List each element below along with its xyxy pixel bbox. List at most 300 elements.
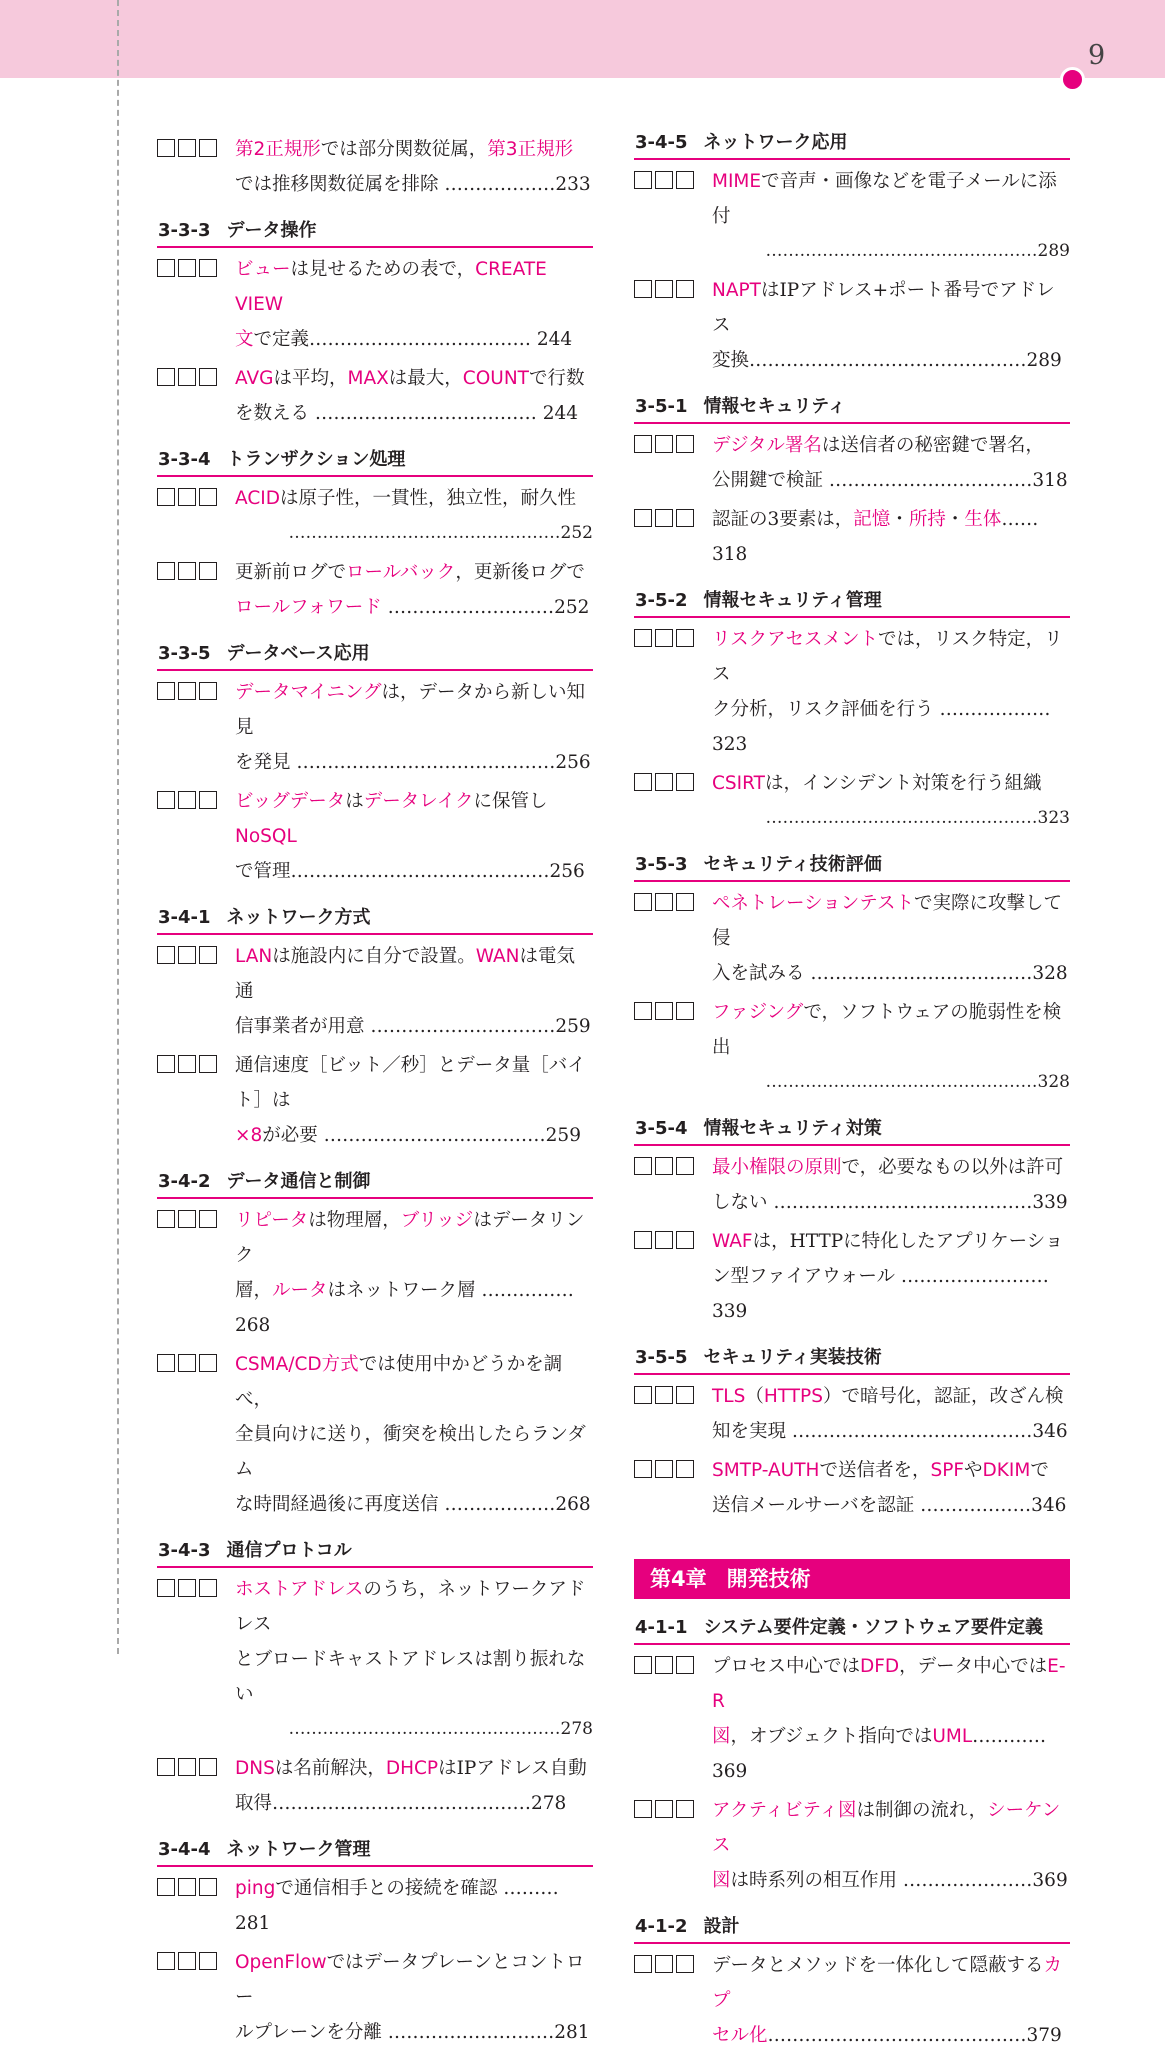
keyword: COUNT <box>462 368 529 389</box>
text-segment: は，インシデント対策を行う組織 <box>764 773 1042 794</box>
text-segment: は原子性，一貫性，独立性，耐久性 <box>279 488 576 509</box>
item-line <box>235 1048 593 1118</box>
checkbox[interactable] <box>676 893 694 911</box>
text-segment: ・ <box>890 509 909 530</box>
section-heading <box>634 1343 1070 1375</box>
checkbox[interactable] <box>199 259 217 277</box>
keyword: UML <box>932 1726 973 1747</box>
checkbox[interactable] <box>199 682 217 700</box>
section-number: 3-4-2 <box>158 1171 211 1192</box>
item-line <box>235 745 593 780</box>
text-segment: な時間経過後に再度送信 ………………268 <box>235 1494 591 1515</box>
section-heading <box>634 850 1070 882</box>
checkbox[interactable] <box>178 1952 196 1970</box>
text-segment: は制御の流れ， <box>856 1800 988 1821</box>
check-boxes <box>634 502 712 572</box>
checklist-item <box>157 1871 593 1941</box>
checkbox[interactable] <box>655 171 673 189</box>
item-line <box>712 1259 1070 1329</box>
text-segment: 信事業者が用意 …………………………259 <box>235 1016 591 1037</box>
checkbox[interactable] <box>178 139 196 157</box>
text-segment: 認証の3要素は， <box>712 509 854 530</box>
checkbox[interactable] <box>199 946 217 964</box>
item-line <box>235 1786 593 1821</box>
checklist-item <box>157 1048 593 1153</box>
section-heading <box>157 216 593 248</box>
checkbox[interactable] <box>634 1955 652 1973</box>
checkbox[interactable] <box>634 1656 652 1674</box>
section-title: システム要件定義・ソフトウェア要件定義 <box>703 1617 1043 1638</box>
keyword: 図 <box>712 1870 731 1891</box>
item-line <box>712 273 1070 343</box>
checkbox[interactable] <box>157 1210 175 1228</box>
checkbox[interactable] <box>655 280 673 298</box>
keyword: TLS <box>712 1386 746 1407</box>
checkbox[interactable] <box>199 1758 217 1776</box>
section-heading <box>157 1167 593 1199</box>
text-segment: のうち，ネットワークアドレス <box>235 1579 586 1635</box>
checkbox[interactable] <box>157 1055 175 1073</box>
keyword: NAPT <box>712 280 761 301</box>
text-segment: は，HTTPに特化したアプリケーショ <box>752 1231 1064 1252</box>
check-boxes <box>634 164 712 269</box>
checkbox[interactable] <box>199 562 217 580</box>
keyword: ロールバック <box>346 562 456 583</box>
section-number: 3-3-3 <box>158 220 211 241</box>
keyword: データマイニング <box>235 682 382 703</box>
checkbox[interactable] <box>655 509 673 527</box>
checklist-item <box>157 675 593 780</box>
checkbox[interactable] <box>676 1460 694 1478</box>
checkbox[interactable] <box>178 1758 196 1776</box>
item-line <box>235 361 593 396</box>
text-segment: は最大， <box>388 368 463 389</box>
item-line <box>235 481 593 516</box>
item-line <box>712 234 1070 269</box>
checkbox[interactable] <box>634 1800 652 1818</box>
item-text <box>235 784 593 889</box>
binding-guide-line <box>117 0 119 1654</box>
item-text <box>235 252 593 357</box>
text-segment: 層， <box>235 1280 273 1301</box>
item-line <box>235 590 593 625</box>
keyword: 所持 <box>908 509 946 530</box>
text-segment: 全員向けに送り，衝突を検出したらランダム <box>235 1424 586 1480</box>
checkbox[interactable] <box>157 1354 175 1372</box>
checkbox[interactable] <box>157 946 175 964</box>
item-line <box>712 164 1070 234</box>
item-line <box>712 886 1070 956</box>
section-number: 3-5-2 <box>635 590 688 611</box>
checkbox[interactable] <box>199 1579 217 1597</box>
section-title: 情報セキュリティ <box>703 396 846 417</box>
keyword: SMTP-AUTH <box>712 1460 820 1481</box>
checkbox[interactable] <box>655 1157 673 1175</box>
item-line <box>712 463 1070 498</box>
item-line <box>235 516 593 551</box>
keyword: DKIM <box>982 1460 1031 1481</box>
checklist-item <box>157 784 593 889</box>
checkbox[interactable] <box>676 1656 694 1674</box>
check-boxes <box>157 361 235 431</box>
keyword: ブリッジ <box>400 1210 474 1231</box>
checklist-item <box>157 939 593 1044</box>
checkbox[interactable] <box>634 1460 652 1478</box>
checkbox[interactable] <box>634 773 652 791</box>
section-number: 3-3-5 <box>158 643 211 664</box>
text-segment: で，必要なもの以外は許可 <box>841 1157 1064 1178</box>
check-boxes <box>157 481 235 551</box>
check-boxes <box>634 1948 712 2053</box>
text-segment: は平均， <box>273 368 348 389</box>
checkbox[interactable] <box>157 488 175 506</box>
item-line <box>712 1793 1070 1863</box>
checkbox[interactable] <box>634 1386 652 1404</box>
check-boxes <box>634 1150 712 1220</box>
keyword: ×8 <box>235 1125 263 1146</box>
item-text <box>235 939 593 1044</box>
check-boxes <box>157 939 235 1044</box>
checkbox[interactable] <box>157 791 175 809</box>
item-line <box>712 1863 1070 1898</box>
text-segment: ，データ中心では <box>899 1656 1048 1677</box>
keyword: 第2正規形 <box>235 139 321 160</box>
checkbox[interactable] <box>634 1231 652 1249</box>
item-line <box>235 167 593 202</box>
keyword: OpenFlow <box>235 1952 327 1973</box>
section-heading <box>634 1114 1070 1146</box>
text-segment: プロセス中心では <box>712 1656 861 1677</box>
check-boxes <box>634 1224 712 1329</box>
item-line <box>712 995 1070 1065</box>
checkbox[interactable] <box>157 1579 175 1597</box>
text-segment: を数える ……………………………… 244 <box>235 403 579 424</box>
check-boxes <box>157 1945 235 2050</box>
checkbox[interactable] <box>655 1656 673 1674</box>
check-boxes <box>634 766 712 836</box>
item-text <box>235 1203 593 1343</box>
checkbox[interactable] <box>676 1955 694 1973</box>
page-number: 9 <box>1088 40 1106 71</box>
item-line <box>235 322 593 357</box>
checkbox[interactable] <box>199 1055 217 1073</box>
text-segment: はIPアドレス自動 <box>438 1758 587 1779</box>
text-segment: とブロードキャストアドレスは割り振れない <box>235 1649 586 1705</box>
keyword: LAN <box>235 946 273 967</box>
checkbox[interactable] <box>676 1386 694 1404</box>
chapter-title: 開発技術 <box>726 1567 811 1591</box>
item-text <box>712 995 1070 1100</box>
text-segment: で，ソフトウェアの脆弱性を検出 <box>712 1002 1062 1058</box>
checkbox[interactable] <box>157 1952 175 1970</box>
checkbox[interactable] <box>655 773 673 791</box>
keyword: リスクアセスメント <box>712 629 878 650</box>
checkbox[interactable] <box>655 1002 673 1020</box>
keyword: リピータ <box>235 1210 309 1231</box>
keyword: ACID <box>235 488 280 509</box>
item-line <box>235 2015 593 2050</box>
section-heading <box>634 1613 1070 1645</box>
checklist-item <box>157 252 593 357</box>
text-segment: データとメソッドを一体化して隠蔽する <box>712 1955 1044 1976</box>
item-text <box>712 622 1070 762</box>
checkbox[interactable] <box>199 488 217 506</box>
checkbox[interactable] <box>199 1878 217 1896</box>
item-text <box>235 675 593 780</box>
item-line <box>235 784 593 854</box>
text-segment: ）で暗号化，認証，改ざん検 <box>822 1386 1064 1407</box>
keyword: ペネトレーションテスト <box>712 893 915 914</box>
check-boxes <box>157 675 235 780</box>
item-line <box>712 2018 1070 2053</box>
keyword: CREATE VIEW <box>235 259 547 315</box>
item-line <box>712 692 1070 762</box>
checkbox[interactable] <box>178 1878 196 1896</box>
checklist-item <box>634 1649 1070 1789</box>
section-title: セキュリティ実装技術 <box>703 1347 882 1368</box>
item-text <box>712 273 1070 378</box>
right-column <box>634 128 1070 2053</box>
checkbox[interactable] <box>199 1210 217 1228</box>
text-segment: ，更新後ログで <box>455 562 585 583</box>
checklist-item <box>157 1347 593 1522</box>
checkbox[interactable] <box>178 562 196 580</box>
item-line <box>712 956 1070 991</box>
text-segment: 公開鍵で検証 ……………………………318 <box>712 470 1068 491</box>
checklist-item <box>157 1572 593 1747</box>
checklist-item <box>634 1379 1070 1449</box>
text-segment: は施設内に自分で設置。 <box>272 946 476 967</box>
checkbox[interactable] <box>634 1157 652 1175</box>
checkbox[interactable] <box>676 1800 694 1818</box>
section-title: 通信プロトコル <box>226 1540 352 1561</box>
item-line <box>712 502 1070 572</box>
section-title: ネットワーク応用 <box>703 132 848 153</box>
section-heading <box>157 639 593 671</box>
item-text <box>712 1793 1070 1898</box>
checkbox[interactable] <box>178 682 196 700</box>
checkbox[interactable] <box>634 509 652 527</box>
checkbox[interactable] <box>655 629 673 647</box>
item-line <box>235 1712 593 1747</box>
text-segment: で送信者を， <box>819 1460 931 1481</box>
keyword: ビッグデータ <box>235 791 346 812</box>
checklist-item <box>157 1751 593 1821</box>
text-segment: を発見 ……………………………………256 <box>235 752 591 773</box>
keyword: カプ <box>712 1955 1063 2011</box>
keyword: セル化 <box>712 2025 768 2046</box>
checklist-item <box>634 1224 1070 1329</box>
checkbox[interactable] <box>634 629 652 647</box>
section-heading <box>157 445 593 477</box>
checkbox[interactable] <box>157 1758 175 1776</box>
checkbox[interactable] <box>676 280 694 298</box>
checklist-item <box>634 1948 1070 2053</box>
check-boxes <box>157 1572 235 1747</box>
text-segment: に保管し <box>473 791 548 812</box>
checkbox[interactable] <box>157 259 175 277</box>
check-boxes <box>634 1453 712 1523</box>
item-text <box>235 1871 593 1941</box>
item-line <box>712 1453 1070 1488</box>
item-line <box>235 1642 593 1712</box>
keyword: DFD <box>860 1656 900 1677</box>
item-line <box>235 1273 593 1343</box>
keyword: WAF <box>712 1231 753 1252</box>
item-line <box>712 1150 1070 1185</box>
item-line <box>712 1488 1070 1523</box>
check-boxes <box>157 1871 235 1941</box>
checkbox[interactable] <box>634 171 652 189</box>
checkbox[interactable] <box>676 171 694 189</box>
check-boxes <box>634 273 712 378</box>
checkbox[interactable] <box>178 1055 196 1073</box>
section-title: データ操作 <box>226 220 317 241</box>
section-title: 情報セキュリティ対策 <box>703 1118 882 1139</box>
item-line <box>235 1751 593 1786</box>
checkbox[interactable] <box>655 893 673 911</box>
item-line <box>712 766 1070 801</box>
checkbox[interactable] <box>655 1955 673 1973</box>
checkbox[interactable] <box>676 509 694 527</box>
checklist-item <box>634 622 1070 762</box>
item-text <box>235 1347 593 1522</box>
keyword: アクティビティ図 <box>712 1800 857 1821</box>
checkbox[interactable] <box>199 1354 217 1372</box>
checkbox[interactable] <box>199 791 217 809</box>
checklist-item <box>157 1203 593 1343</box>
checkbox[interactable] <box>655 1460 673 1478</box>
section-title: 情報セキュリティ管理 <box>703 590 882 611</box>
checkbox[interactable] <box>178 259 196 277</box>
checkbox[interactable] <box>676 1231 694 1249</box>
check-boxes <box>157 1751 235 1821</box>
checkbox[interactable] <box>199 1952 217 1970</box>
checkbox[interactable] <box>199 139 217 157</box>
checkbox[interactable] <box>178 1210 196 1228</box>
keyword: CSMA/CD方式 <box>235 1354 359 1375</box>
left-column <box>157 128 593 2050</box>
checkbox[interactable] <box>178 946 196 964</box>
checklist-item <box>634 1793 1070 1898</box>
checkbox[interactable] <box>676 629 694 647</box>
text-segment: は送信者の秘密鍵で署名， <box>821 435 1044 456</box>
section-number: 4-1-2 <box>635 1916 688 1937</box>
text-segment: は，データから新しい知見 <box>235 682 586 738</box>
keyword: MAX <box>347 368 389 389</box>
item-text <box>235 1945 593 2050</box>
section-heading <box>634 392 1070 424</box>
item-line <box>235 1347 593 1417</box>
check-boxes <box>157 1203 235 1343</box>
text-segment: ……318 <box>712 509 1039 565</box>
checkbox[interactable] <box>178 791 196 809</box>
checkbox[interactable] <box>157 562 175 580</box>
checkbox[interactable] <box>676 1157 694 1175</box>
keyword: ホストアドレス <box>235 1579 364 1600</box>
item-line <box>235 1009 593 1044</box>
checkbox[interactable] <box>655 1386 673 1404</box>
text-segment: 知を実現 …………………………………346 <box>712 1421 1068 1442</box>
keyword: MIME <box>712 171 762 192</box>
text-segment: 入を試みる ………………………………328 <box>712 963 1068 984</box>
keyword: AVG <box>235 368 274 389</box>
text-segment: で通信相手との接続を確認 ………281 <box>235 1878 559 1934</box>
keyword: 文 <box>235 329 254 350</box>
checkbox[interactable] <box>157 139 175 157</box>
page-marker-dot <box>1060 67 1085 92</box>
text-segment: が必要 ………………………………259 <box>262 1125 581 1146</box>
text-segment: はデータリンク <box>235 1210 585 1266</box>
text-segment: では，リスク特定，リス <box>712 629 1063 685</box>
checkbox[interactable] <box>178 488 196 506</box>
text-segment: ……………………………………379 <box>767 2025 1062 2046</box>
checkbox[interactable] <box>634 1002 652 1020</box>
section-title: ネットワーク管理 <box>226 1839 371 1860</box>
text-segment: や <box>964 1460 983 1481</box>
checkbox[interactable] <box>655 435 673 453</box>
keyword: ping <box>235 1878 276 1899</box>
text-segment: は物理層， <box>308 1210 401 1231</box>
item-line <box>712 428 1070 463</box>
checklist-item <box>634 766 1070 836</box>
section-title: セキュリティ技術評価 <box>703 854 882 875</box>
keyword: ビュー <box>235 259 291 280</box>
checkbox[interactable] <box>157 682 175 700</box>
checkbox[interactable] <box>676 435 694 453</box>
item-text <box>712 1379 1070 1449</box>
section-number: 3-4-3 <box>158 1540 211 1561</box>
keyword: ロールフォワード <box>235 597 382 618</box>
checkbox[interactable] <box>157 368 175 386</box>
text-segment: では部分関数従属， <box>320 139 488 160</box>
text-segment: ………………………252 <box>381 597 590 618</box>
checkbox[interactable] <box>634 280 652 298</box>
checkbox[interactable] <box>157 1878 175 1896</box>
checkbox[interactable] <box>634 893 652 911</box>
item-line <box>235 939 593 1009</box>
text-segment: で <box>1030 1460 1049 1481</box>
item-text <box>712 1150 1070 1220</box>
text-segment: …………………………………………252 <box>288 523 593 543</box>
check-boxes <box>634 995 712 1100</box>
checklist-item <box>157 361 593 431</box>
item-line <box>712 801 1070 836</box>
check-boxes <box>157 252 235 357</box>
item-line <box>712 622 1070 692</box>
checkbox[interactable] <box>655 1231 673 1249</box>
checkbox[interactable] <box>199 368 217 386</box>
checklist-item <box>634 1150 1070 1220</box>
item-text <box>235 1572 593 1747</box>
checkbox[interactable] <box>178 1579 196 1597</box>
item-line <box>235 252 593 322</box>
section-heading <box>157 1835 593 1867</box>
checkbox[interactable] <box>634 435 652 453</box>
section-title: ネットワーク方式 <box>226 907 371 928</box>
text-segment: ルプレーンを分離 ………………………281 <box>235 2022 590 2043</box>
checklist-item <box>157 481 593 551</box>
checkbox[interactable] <box>178 368 196 386</box>
checkbox[interactable] <box>178 1354 196 1372</box>
text-segment: …………………………………………278 <box>288 1719 593 1739</box>
section-number: 4-1-1 <box>635 1617 688 1638</box>
checkbox[interactable] <box>676 1002 694 1020</box>
checkbox[interactable] <box>676 773 694 791</box>
checkbox[interactable] <box>655 1800 673 1818</box>
checklist-item <box>157 132 593 202</box>
keyword: CSIRT <box>712 773 765 794</box>
